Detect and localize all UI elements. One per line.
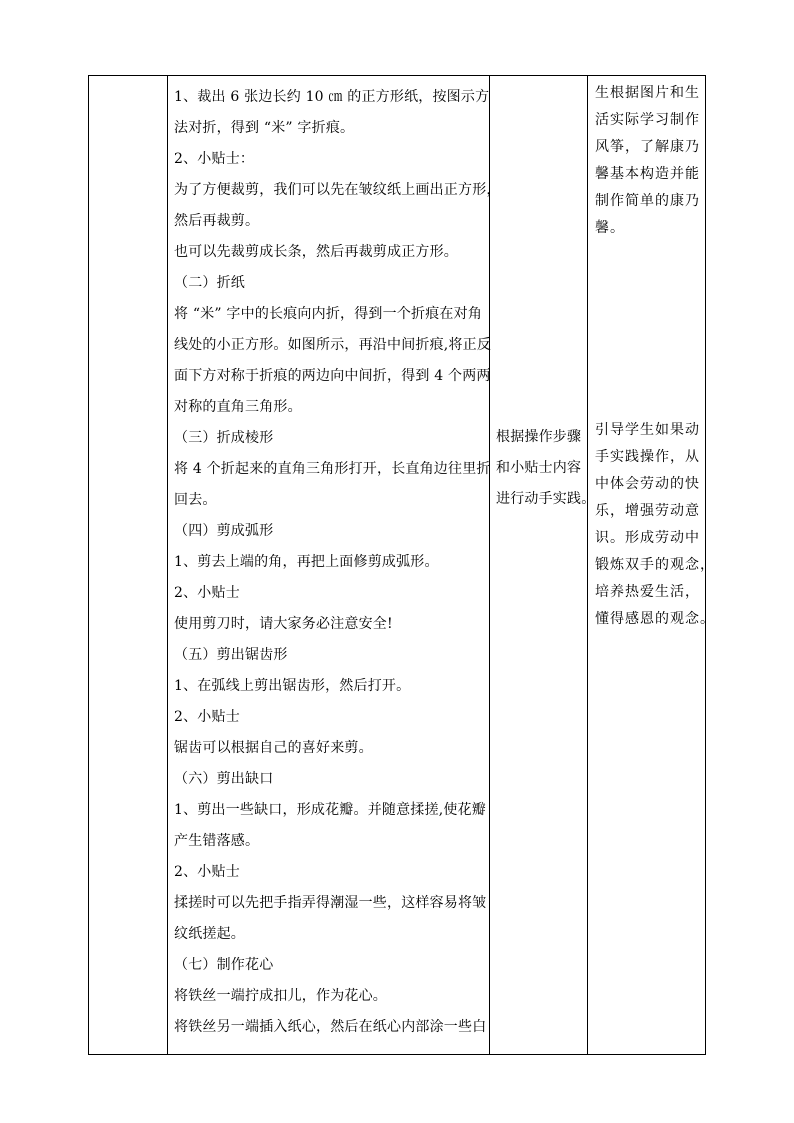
text-line: 根据操作步骤 xyxy=(496,429,582,445)
student-activity-text xyxy=(496,422,595,515)
text-line: 使用剪刀时，请大家务必注意安全! xyxy=(174,616,393,632)
text-line: 活实际学习制作 xyxy=(595,112,700,128)
text-line: 对称的直角三角形。 xyxy=(174,399,302,415)
design-intent-text xyxy=(595,80,700,242)
design-intent-column xyxy=(588,76,715,627)
text-line: 将铁丝另一端插入纸心，然后在纸心内部涂一些白 xyxy=(174,1019,487,1035)
column-divider xyxy=(587,76,588,1054)
text-line: 法对折，得到 “米” 字折痕。 xyxy=(174,120,355,136)
text-line: 为了方便裁剪，我们可以先在皱纹纸上画出正方形， xyxy=(174,182,501,198)
design-intent-text xyxy=(595,417,715,633)
section-heading: （四）剪成弧形 xyxy=(174,523,274,539)
text-line: 引导学生如果动 xyxy=(595,422,700,438)
text-line: 锯齿可以根据自己的喜好来剪。 xyxy=(174,740,373,756)
text-line: 产生错落感。 xyxy=(174,833,260,849)
text-line: 乐，增强劳动意 xyxy=(595,503,700,519)
text-line: 2、小贴士： xyxy=(174,151,255,167)
text-line: 然后再裁剪。 xyxy=(174,213,260,229)
text-line: 2、小贴士 xyxy=(174,585,240,601)
text-line: 培养热爱生活， xyxy=(595,584,700,600)
text-line: 也可以先裁剪成长条，然后再裁剪成正方形。 xyxy=(174,244,458,260)
text-line: 馨基本构造并能 xyxy=(595,166,700,182)
text-line: 馨。 xyxy=(595,220,625,236)
section-heading: （五）剪出锯齿形 xyxy=(174,647,288,663)
section-heading: （六）剪出缺口 xyxy=(174,771,274,787)
section-heading: （三）折成棱形 xyxy=(174,430,274,446)
text-line: 1、裁出 6 张边长约 10 ㎝ 的正方形纸，按图示方 xyxy=(174,89,490,105)
text-line: 揉搓时可以先把手指弄得潮湿一些，这样容易将皱 xyxy=(174,895,487,911)
text-line: 生根据图片和生 xyxy=(595,85,700,101)
text-line: 中体会劳动的快 xyxy=(595,476,700,492)
text-line: 锻炼双手的观念， xyxy=(595,557,715,573)
text-line: 识。形成劳动中 xyxy=(595,530,700,546)
text-line: 2、小贴士 xyxy=(174,709,240,725)
teaching-process-column xyxy=(168,76,501,1043)
text-line: 进行动手实践。 xyxy=(496,491,596,507)
text-line: 面下方对称于折痕的两边向中间折，得到 4 个两两 xyxy=(174,368,491,384)
text-line: 2、小贴士 xyxy=(174,864,240,880)
text-line: 1、在弧线上剪出锯齿形，然后打开。 xyxy=(174,678,411,694)
text-line: 制作简单的康乃 xyxy=(595,193,700,209)
text-line: 将铁丝一端拧成扣儿，作为花心。 xyxy=(174,988,387,1004)
text-line: 将 “米” 字中的长痕向内折，得到一个折痕在对角 xyxy=(174,306,483,322)
text-line: 风筝，了解康乃 xyxy=(595,139,700,155)
lesson-table xyxy=(88,75,715,1055)
text-line: 回去。 xyxy=(174,492,217,508)
text-line: 线处的小正方形。如图所示，再沿中间折痕,将正反 xyxy=(174,337,492,353)
text-line: 手实践操作，从 xyxy=(595,449,700,465)
section-heading: （七）制作花心 xyxy=(174,957,274,973)
text-line: 1、剪去上端的角，再把上面修剪成弧形。 xyxy=(174,554,439,570)
text-line: 将 4 个折起来的直角三角形打开，长直角边往里折 xyxy=(174,461,491,477)
section-heading: （二）折纸 xyxy=(174,275,245,291)
text-line: 和小贴士内容 xyxy=(496,460,582,476)
text-line: 懂得感恩的观念。 xyxy=(595,611,715,627)
text-line: 纹纸搓起。 xyxy=(174,926,245,942)
text-line: 1、剪出一些缺口，形成花瓣。并随意揉搓,使花瓣 xyxy=(174,802,486,818)
